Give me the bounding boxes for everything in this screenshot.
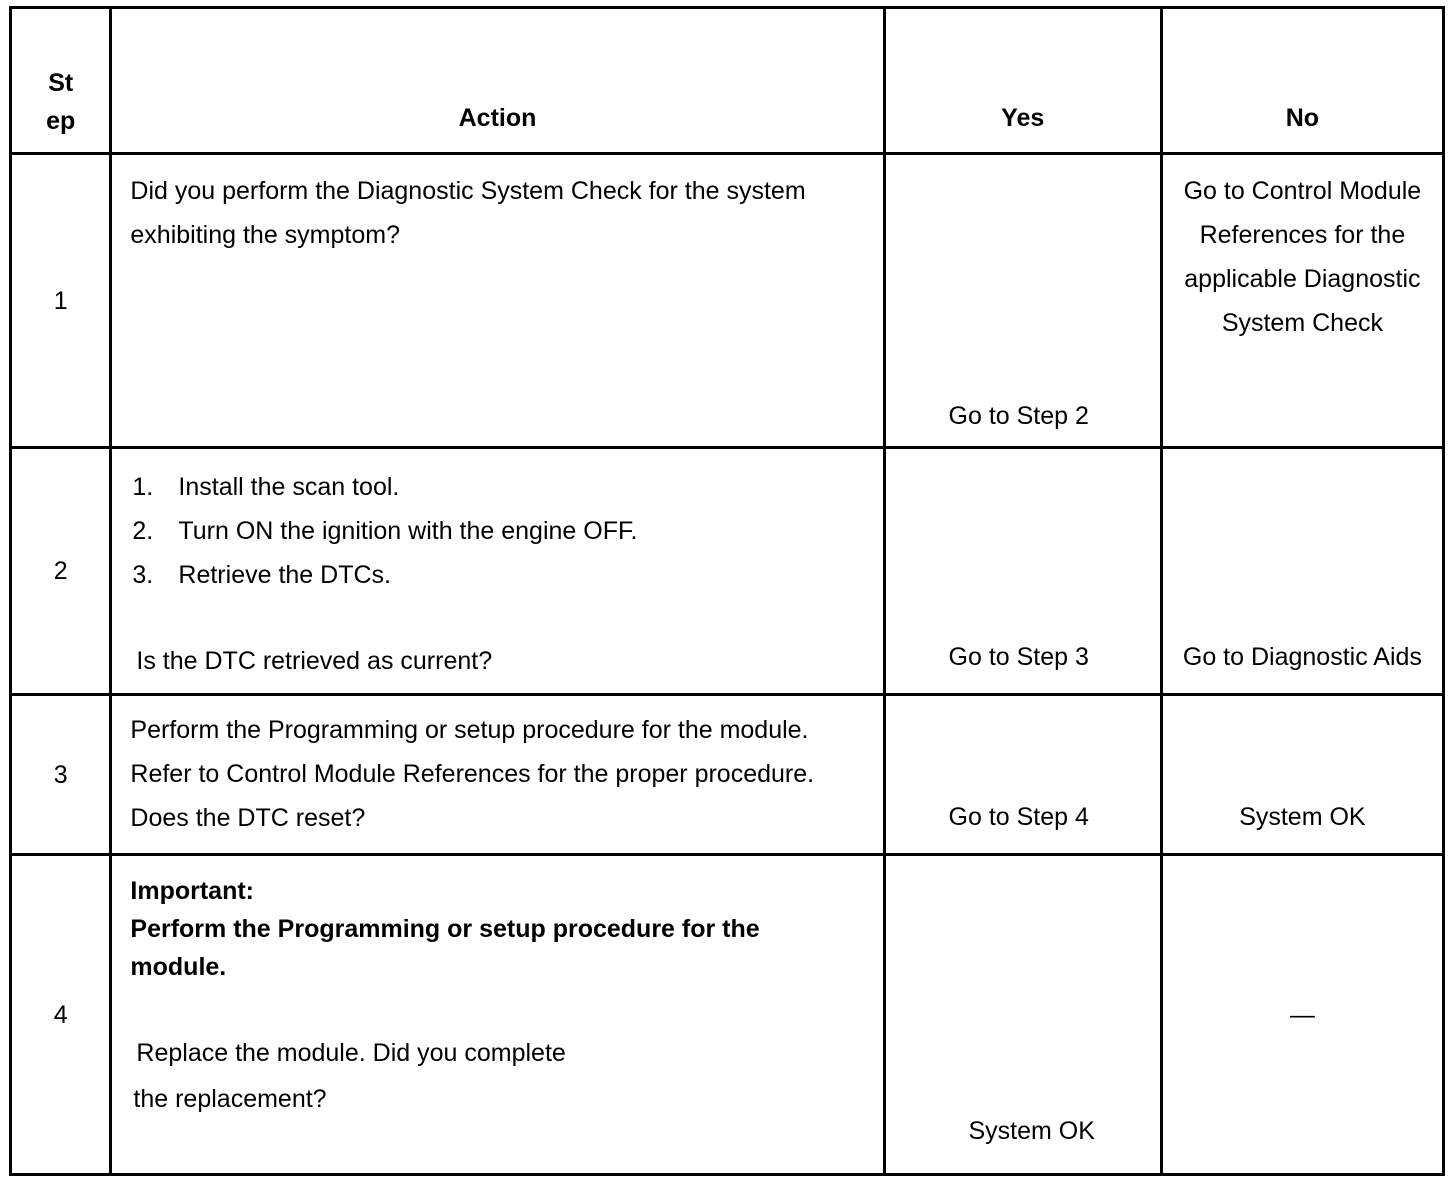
diagnostic-table [9, 6, 1445, 1176]
header-step-line1: St [48, 69, 74, 97]
step-number: 4 [11, 855, 111, 1175]
no-text: Go to Diagnostic Aids [1182, 643, 1422, 671]
no-text: — [1289, 1000, 1315, 1029]
yes-text: System OK [968, 1117, 1095, 1145]
action-text: Did you perform the Diagnostic System Check for the system exhibiting the symptom? [130, 177, 806, 249]
no-cell [1161, 855, 1443, 1175]
step-number: 3 [11, 695, 111, 855]
no-cell [1161, 154, 1443, 448]
action-cell [111, 448, 884, 695]
yes-cell [884, 855, 1161, 1175]
action-question: Is the DTC retrieved as current? [136, 647, 493, 675]
no-text: Go to Control Module References for the applicable Diagnostic System Check [1183, 177, 1422, 337]
header-no: No [1161, 8, 1443, 154]
yes-text: Go to Step 4 [948, 803, 1089, 831]
action-step-list [130, 465, 864, 597]
yes-text: Go to Step 2 [948, 402, 1089, 430]
list-item: 1. Install the scan tool. [132, 473, 400, 501]
list-item: 3. Retrieve the DTCs. [132, 561, 391, 589]
action-text: Replace the module. Did you complete the replacement? [133, 1039, 566, 1113]
table-row [11, 448, 1444, 695]
action-cell [111, 154, 884, 448]
yes-cell [884, 448, 1161, 695]
yes-text: Go to Step 3 [948, 643, 1089, 671]
action-cell [111, 695, 884, 855]
table-row [11, 154, 1444, 448]
important-text: Perform the Programming or setup procedure for the module. [130, 915, 760, 981]
list-item: 2. Turn ON the ignition with the engine OFF. [132, 517, 638, 545]
important-label: Important: [130, 877, 255, 905]
step-number: 1 [11, 154, 111, 448]
header-action: Action [111, 8, 884, 154]
no-text: System OK [1239, 803, 1366, 831]
header-yes: Yes [884, 8, 1161, 154]
yes-cell [884, 154, 1161, 448]
table-row [11, 695, 1444, 855]
action-cell [111, 855, 884, 1175]
header-step-line2: ep [46, 107, 76, 135]
table-row [11, 855, 1444, 1175]
table-header-row [11, 8, 1444, 154]
step-number: 2 [11, 448, 111, 695]
no-cell [1161, 448, 1443, 695]
action-text: Perform the Programming or setup procedure for the module. Refer to Control Module References for the proper procedure. Does the DTC reset? [130, 716, 815, 832]
no-cell [1161, 695, 1443, 855]
header-step [11, 8, 111, 154]
yes-cell [884, 695, 1161, 855]
